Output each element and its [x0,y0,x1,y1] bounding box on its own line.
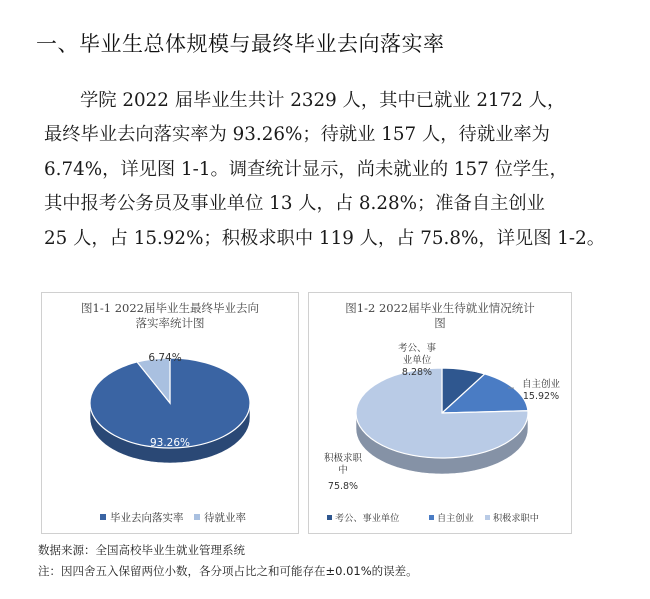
data-label: 积极求职 [323,453,363,464]
data-label: 75.8% [327,481,359,492]
paragraph-line: 最终毕业去向落实率为 93.26%；待就业 157 人，待就业率为 [44,124,550,146]
chart-title: 图 [434,316,446,330]
data-label: 中 [338,465,348,476]
legend-swatch [429,515,434,520]
summary-paragraph [44,84,624,256]
legend-swatch [194,514,200,520]
paragraph-line: 6.74%，详见图 1-1。调查统计显示，尚未就业的 157 位学生， [44,158,568,180]
legend-label: 考公、事业单位 [335,513,400,524]
data-label: 自主创业 [521,379,561,390]
chart-pending-status [308,292,572,534]
pie-top [90,358,250,448]
legend [327,512,539,524]
data-label: 8.28% [401,367,433,378]
chart-title: 图1-2 2022届毕业生待就业情况统计 [345,301,535,315]
rounding-note: 注：因四舍五入保留两位小数，各分项占比之和可能存在±0.01%的误差。 [38,564,418,578]
pie-chart-1 [42,293,298,533]
legend-swatch [100,514,106,520]
data-label: 93.26% [149,437,191,449]
legend-label: 自主创业 [437,513,474,524]
legend [100,511,246,524]
pie-chart-2 [309,293,571,533]
pie-top [356,368,528,458]
legend-swatch [327,515,332,520]
paragraph-line: 25 人，占 15.92%；积极求职中 119 人，占 75.8%，详见图 1-2。 [44,227,606,249]
data-label: 考公、事 [397,343,437,354]
data-source-note: 数据来源：全国高校毕业生就业管理系统 [38,543,245,557]
paragraph-line: 其中报考公务员及事业单位 13 人，占 8.28%；准备自主创业 [44,193,545,215]
legend-label: 积极求职中 [493,513,539,524]
paragraph-line: 学院 2022 届毕业生共计 2329 人，其中已就业 2172 人， [80,90,566,111]
data-label: 15.92% [522,391,560,402]
section-heading: 一、毕业生总体规模与最终毕业去向落实率 [36,32,445,56]
legend-label: 待就业率 [204,512,246,524]
chart-title: 落实率统计图 [135,316,205,330]
data-label: 6.74% [148,352,182,364]
chart-title: 图1-1 2022届毕业生最终毕业去向 [81,301,259,315]
legend-label: 毕业去向落实率 [110,512,184,524]
legend-swatch [485,515,490,520]
data-label: 业单位 [402,355,432,366]
chart-destination-rate [41,292,299,534]
